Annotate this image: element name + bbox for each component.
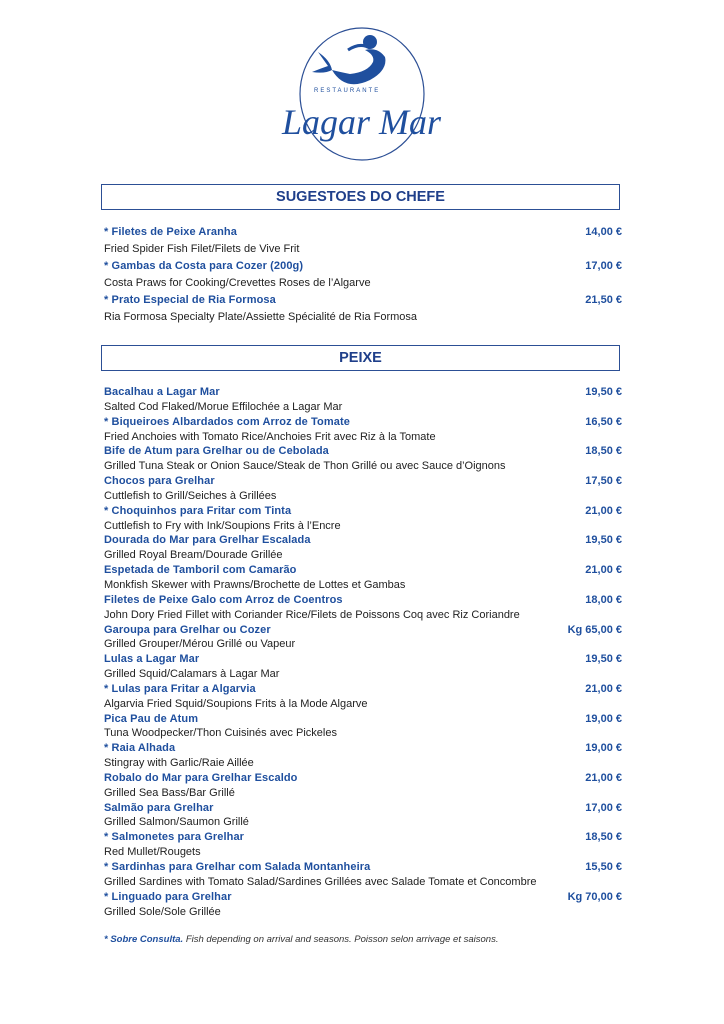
- item-price: 19,50 €: [585, 386, 622, 398]
- menu-item: [104, 830, 622, 845]
- item-price: 18,50 €: [585, 831, 622, 844]
- item-description: Algarvia Fried Squid/Soupions Frits à la Mode Algarve: [104, 697, 368, 710]
- fish-list: [104, 385, 622, 919]
- item-name: Dourada do Mar para Grelhar Escalada: [104, 534, 311, 547]
- menu-item: [104, 741, 622, 756]
- item-name: * Gambas da Costa para Cozer (200g): [104, 260, 304, 272]
- item-description: Stingray with Garlic/Raie Aillée: [104, 757, 254, 770]
- item-price: 21,00 €: [585, 771, 622, 784]
- item-description: John Dory Fried Fillet with Coriander Rice/Filets de Poissons Coq avec Riz Coriandre: [104, 608, 520, 621]
- item-name: Salmão para Grelhar: [104, 801, 214, 814]
- item-name: Garoupa para Grelhar ou Cozer: [104, 623, 271, 636]
- item-price: 21,00 €: [585, 564, 622, 577]
- item-name: * Filetes de Peixe Aranha: [104, 226, 237, 238]
- item-price: 18,50 €: [585, 445, 622, 458]
- menu-item: [104, 385, 622, 400]
- item-description: Cuttlefish to Grill/Seiches à Grillées: [104, 489, 277, 502]
- menu-item: [104, 563, 622, 578]
- logo-name: Lagar Mar: [282, 102, 442, 142]
- item-description: Costa Praws for Cooking/Crevettes Roses de l’Algarve: [104, 277, 371, 289]
- item-name: * Prato Especial de Ria Formosa: [104, 294, 276, 306]
- item-price: 21,00 €: [585, 504, 622, 517]
- item-name: Pica Pau de Atum: [104, 712, 199, 725]
- item-price: 19,50 €: [585, 653, 622, 666]
- item-name: * Choquinhos para Fritar com Tinta: [104, 504, 292, 517]
- item-description: Grilled Sardines with Tomato Salad/Sardines Grillées avec Salade Tomate et Concombre: [104, 875, 537, 888]
- item-name: * Lulas para Fritar a Algarvia: [104, 682, 256, 695]
- item-name: Bife de Atum para Grelhar ou de Cebolada: [104, 445, 329, 458]
- menu-item: [104, 593, 622, 608]
- item-price: 14,00 €: [585, 226, 622, 238]
- item-price: 16,50 €: [585, 415, 622, 428]
- item-description: Cuttlefish to Fry with Ink/Soupions Frits à l’Encre: [104, 519, 341, 532]
- item-price: 18,00 €: [585, 593, 622, 606]
- footer-label: * Sobre Consulta.: [104, 934, 184, 945]
- item-price: Kg 65,00 €: [567, 623, 622, 636]
- item-name: * Biqueiroes Albardados com Arroz de Tomate: [104, 415, 350, 428]
- item-name: Bacalhau a Lagar Mar: [104, 386, 220, 398]
- chef-suggestions-list: [104, 224, 622, 326]
- menu-item: [104, 258, 622, 275]
- menu-item: [104, 415, 622, 430]
- item-price: 21,50 €: [585, 294, 622, 306]
- item-description: Grilled Royal Bream/Dourade Grillée: [104, 549, 283, 562]
- item-price: 19,50 €: [585, 534, 622, 547]
- menu-item: [104, 474, 622, 489]
- item-description: Monkfish Skewer with Prawns/Brochette de Lottes et Gambas: [104, 578, 406, 591]
- item-description: Salted Cod Flaked/Morue Effilochée a Lagar Mar: [104, 400, 343, 413]
- menu-item: [104, 504, 622, 519]
- item-price: 21,00 €: [585, 682, 622, 695]
- menu-item: [104, 860, 622, 875]
- item-description: Fried Anchoies with Tomato Rice/Anchoies Frit avec Riz à la Tomate: [104, 430, 436, 443]
- item-description: Grilled Sea Bass/Bar Grillé: [104, 786, 235, 799]
- menu-item: [104, 890, 622, 905]
- item-name: * Sardinhas para Grelhar com Salada Montanheira: [104, 861, 371, 873]
- menu-item: [104, 652, 622, 667]
- item-name: Filetes de Peixe Galo com Arroz de Coentros: [104, 593, 343, 606]
- item-name: Chocos para Grelhar: [104, 475, 215, 488]
- menu-item: [104, 224, 622, 241]
- menu-item: [104, 292, 622, 309]
- item-description: Red Mullet/Rougets: [104, 846, 201, 859]
- item-description: Grilled Salmon/Saumon Grillé: [104, 816, 249, 829]
- item-price: 19,00 €: [585, 742, 622, 755]
- item-description: Ria Formosa Specialty Plate/Assiette Spécialité de Ria Formosa: [104, 311, 418, 323]
- section-header-peixe: PEIXE: [101, 345, 620, 371]
- item-name: * Linguado para Grelhar: [104, 890, 232, 903]
- menu-item: [104, 801, 622, 816]
- item-price: 19,00 €: [585, 712, 622, 725]
- section-header-sugestoes: SUGESTOES DO CHEFE: [101, 184, 620, 210]
- item-description: Grilled Grouper/Mérou Grillé ou Vapeur: [104, 638, 296, 651]
- menu-item: [104, 771, 622, 786]
- item-name: * Raia Alhada: [104, 742, 176, 755]
- menu-item: [104, 712, 622, 727]
- item-name: * Salmonetes para Grelhar: [104, 831, 245, 844]
- footer-note: [104, 934, 498, 945]
- item-price: 15,50 €: [585, 861, 622, 873]
- item-price: 17,00 €: [585, 260, 622, 272]
- item-price: 17,50 €: [585, 475, 622, 488]
- menu-item: [104, 533, 622, 548]
- menu-item: [104, 623, 622, 638]
- item-description: Fried Spider Fish Filet/Filets de Vive Frit: [104, 243, 300, 255]
- item-name: Robalo do Mar para Grelhar Escaldo: [104, 771, 298, 784]
- item-description: Grilled Squid/Calamars à Lagar Mar: [104, 668, 280, 681]
- footer-text: Fish depending on arrival and seasons. Poisson selon arrivage et saisons.: [183, 934, 499, 945]
- item-price: 17,00 €: [585, 801, 622, 814]
- item-description: Tuna Woodpecker/Thon Cuisinés avec Pickeles: [104, 727, 337, 740]
- item-name: Lulas a Lagar Mar: [104, 653, 200, 666]
- menu-item: [104, 682, 622, 697]
- restaurant-logo: [270, 22, 460, 167]
- item-name: Espetada de Tamboril com Camarão: [104, 564, 297, 577]
- logo-restaurant-label: RESTAURANTE: [314, 88, 381, 94]
- menu-item: [104, 444, 622, 459]
- item-price: Kg 70,00 €: [567, 890, 622, 903]
- item-description: Grilled Sole/Sole Grillée: [104, 905, 221, 918]
- item-description: Grilled Tuna Steak or Onion Sauce/Steak de Thon Grillé ou avec Sauce d’Oignons: [104, 460, 506, 473]
